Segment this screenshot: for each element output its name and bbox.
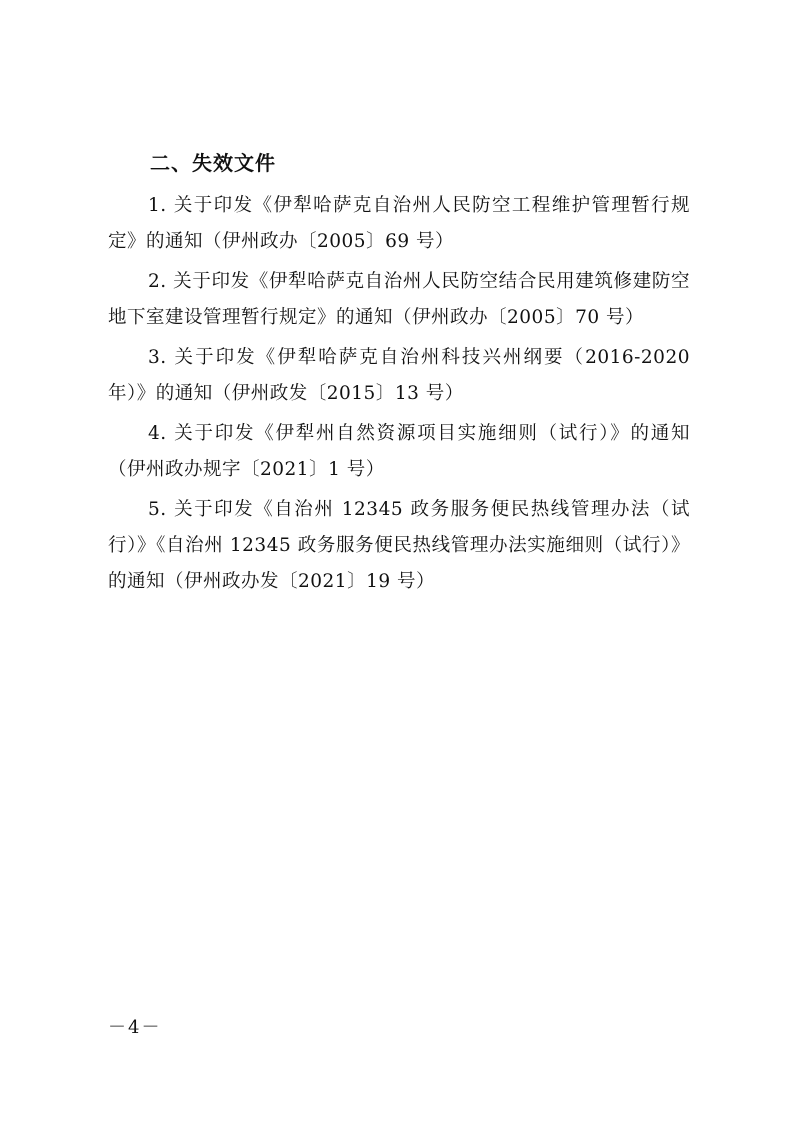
list-item: 2. 关于印发《伊犁哈萨克自治州人民防空结合民用建筑修建防空地下室建设管理暂行规定》的通知（伊州政办〔2005〕70 号） bbox=[108, 271, 690, 328]
list-item: 3. 关于印发《伊犁哈萨克自治州科技兴州纲要（2016-2020 年）》的通知（伊州政发〔2015〕13 号） bbox=[108, 347, 690, 404]
list-item: 4. 关于印发《伊犁州自然资源项目实施细则（试行）》的通知（伊州政办规字〔2021〕1 号） bbox=[108, 423, 690, 480]
document-body bbox=[108, 148, 690, 604]
list-item: 1. 关于印发《伊犁哈萨克自治州人民防空工程维护管理暂行规定》的通知（伊州政办〔2005〕69 号） bbox=[108, 195, 690, 252]
page-number: －4－ bbox=[108, 1017, 162, 1038]
section-title: 二、失效文件 bbox=[150, 151, 276, 175]
list-item: 5. 关于印发《自治州 12345 政务服务便民热线管理办法（试行）》《自治州 12345 政务服务便民热线管理办法实施细则（试行）》的通知（伊州政办发〔2021〕19 号） bbox=[108, 499, 690, 592]
